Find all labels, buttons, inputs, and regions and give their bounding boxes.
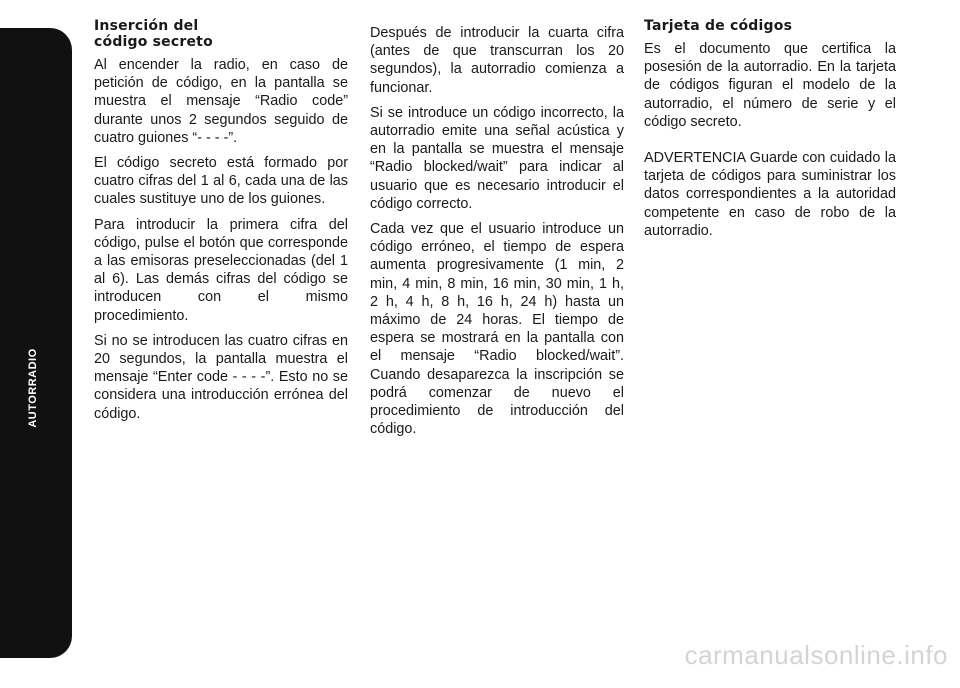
- column-3: [644, 18, 896, 247]
- page-number: 268: [24, 660, 63, 687]
- section-label: AUTORRADIO: [27, 348, 39, 428]
- paragraph: Para introducir la primera cifra del código, pulse el botón que corresponde a las emisoras preseleccionadas (del 1 al 6). Las demás cifras del código se introducen con el mismo procedimiento.: [94, 216, 348, 324]
- paragraph: Cada vez que el usuario introduce un código erróneo, el tiempo de espera aumenta progresivamente (1 min, 2 min, 4 min, 8 min, 16 min, 30 min, 1 h, 2 h, 4 h, 8 h, 16 h, 24 h) hasta un máximo de 24 horas. El tiempo de espera se mostrará en la pantalla con el mensaje “Radio blocked/wait”. Cuando desaparezca la inscripción se podrá comenzar de nuevo el procedimiento de introducción del código.: [370, 221, 624, 438]
- paragraph: Al encender la radio, en caso de petición de código, en la pantalla se muestra el mensaje “Radio code” durante unos 2 segundos seguido de cuatro guiones “- - - -”.: [94, 57, 348, 146]
- paragraph: Si se introduce un código incorrecto, la autorradio emite una señal acústica y en la pantalla se muestra el mensaje “Radio blocked/wait” para indicar al usuario que es necesario introducir el código correcto.: [370, 104, 624, 212]
- paragraph: Es el documento que certifica la posesión de la autorradio. En la tarjeta de códigos figuran el modelo de la autorradio, el número de serie y el código secreto.: [644, 41, 896, 130]
- section-side-tab: [0, 28, 72, 687]
- paragraph: Después de introducir la cuarta cifra (antes de que transcurran los 20 segundos), la autorradio comienza a funcionar.: [370, 25, 624, 96]
- heading-tarjeta-de-codigos: Tarjeta de códigos: [644, 18, 793, 34]
- column-1: [94, 18, 348, 430]
- heading-codigo-secreto: [94, 18, 348, 50]
- watermark: carmanualsonline.info: [684, 640, 948, 670]
- paragraph: El código secreto está formado por cuatro cifras del 1 al 6, cada una de las cuales sustituye uno de los guiones.: [94, 155, 348, 208]
- heading-line-2: código secreto: [94, 34, 213, 50]
- heading-line-1: Inserción del: [94, 18, 199, 34]
- paragraph: Si no se introducen las cuatro cifras en 20 segundos, la pantalla muestra el mensaje “Enter code - - - -”. Esto no se considera una introducción errónea del código.: [94, 332, 348, 422]
- warning-paragraph: ADVERTENCIA Guarde con cuidado la tarjeta de códigos para suministrar los datos correspondientes a la autoridad competente en caso de robo de la autorradio.: [644, 150, 896, 239]
- column-2: [370, 24, 624, 445]
